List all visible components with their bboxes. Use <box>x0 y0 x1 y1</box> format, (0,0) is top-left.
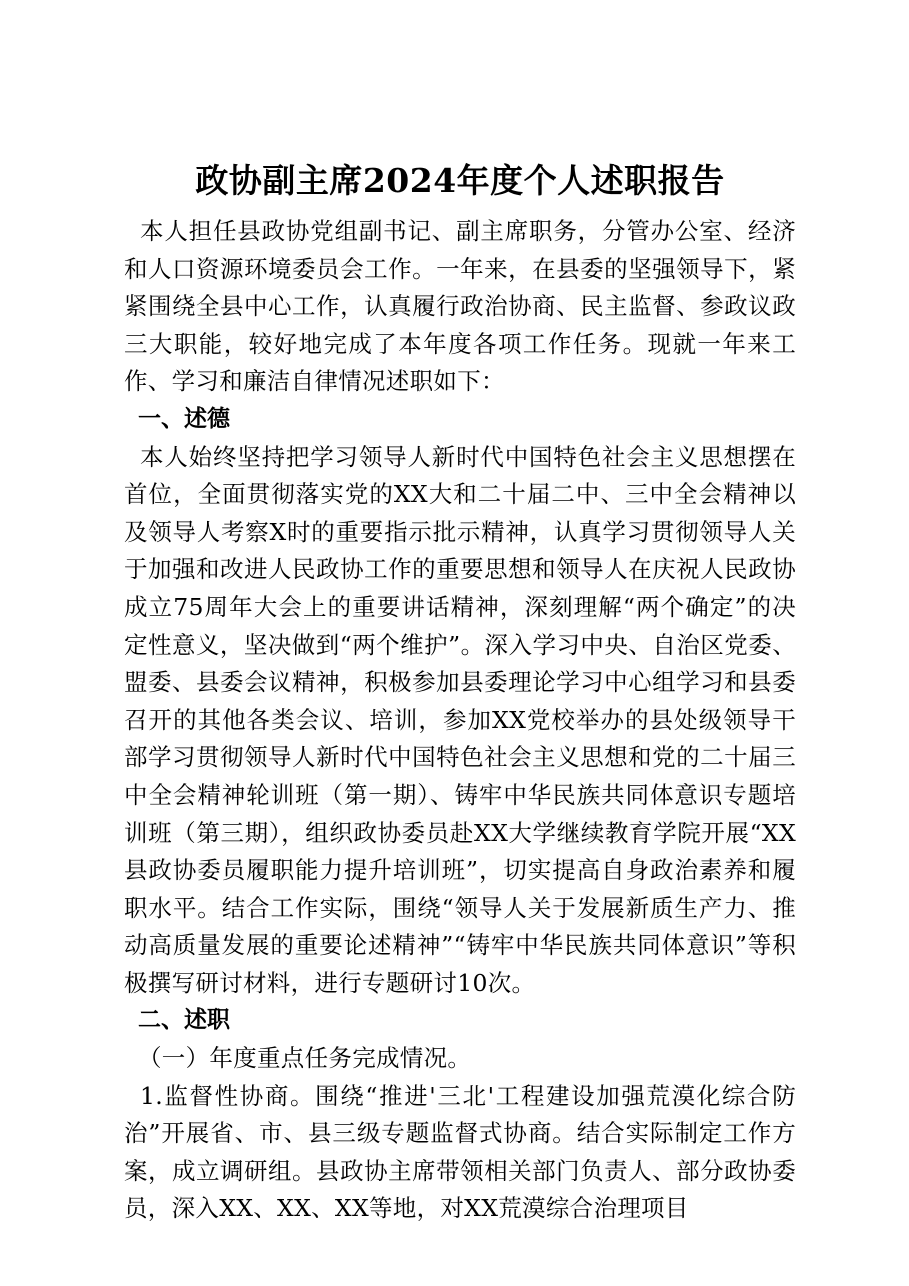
section-heading-duty: 二、述职 <box>138 1007 230 1034</box>
item-paragraph-supervisory-consultation: 1.监督性协商。围绕“推进'三北'工程建设加强荒漠化综合防治”开展省、市、县三级专题监督式协商。结合实际制定工作方案，成立调研组。县政协主席带领相关部门负责人、部分政协委员，深入XX、XX、XX等地，对XX荒漠综合治理项目 <box>124 1081 796 1223</box>
intro-paragraph: 本人担任县政协党组副书记、副主席职务，分管办公室、经济和人口资源环境委员会工作。一年来，在县委的坚强领导下，紧紧围绕全县中心工作，认真履行政治协商、民主监督、参政议政三大职能，较好地完成了本年度各项工作任务。现就一年来工作、学习和廉洁自律情况述职如下： <box>124 217 796 396</box>
subsection-heading-key-tasks: （一）年度重点任务完成情况。 <box>138 1044 472 1073</box>
document-title: 政协副主席2024年度个人述职报告 <box>195 161 725 200</box>
section-heading-moral: 一、述德 <box>138 405 230 432</box>
document-page <box>124 155 796 1228</box>
moral-paragraph: 本人始终坚持把学习领导人新时代中国特色社会主义思想摆在首位，全面贯彻落实党的XX大和二十届二中、三中全会精神以及领导人考察X时的重要指示批示精神，认真学习贯彻领导人关于加强和改进人民政协工作的重要思想和领导人在庆祝人民政协成立75周年大会上的重要讲话精神，深刻理解“两个确定”的决定性意义，坚决做到“两个维护”。深入学习中央、自治区党委、盟委、县委会议精神，积极参加县委理论学习中心组学习和县委召开的其他各类会议、培训，参加XX党校举办的县处级领导干部学习贯彻领导人新时代中国特色社会主义思想和党的二十届三中全会精神轮训班（第一期）、铸牢中华民族共同体意识专题培训班（第三期），组织政协委员赴XX大学继续教育学院开展“XX县政协委员履职能力提升培训班”，切实提高自身政治素养和履职水平。结合工作实际，围绕“领导人关于发展新质生产力、推动高质量发展的重要论述精神”“铸牢中华民族共同体意识”等积极撰写研讨材料，进行专题研讨10次。 <box>124 442 796 997</box>
